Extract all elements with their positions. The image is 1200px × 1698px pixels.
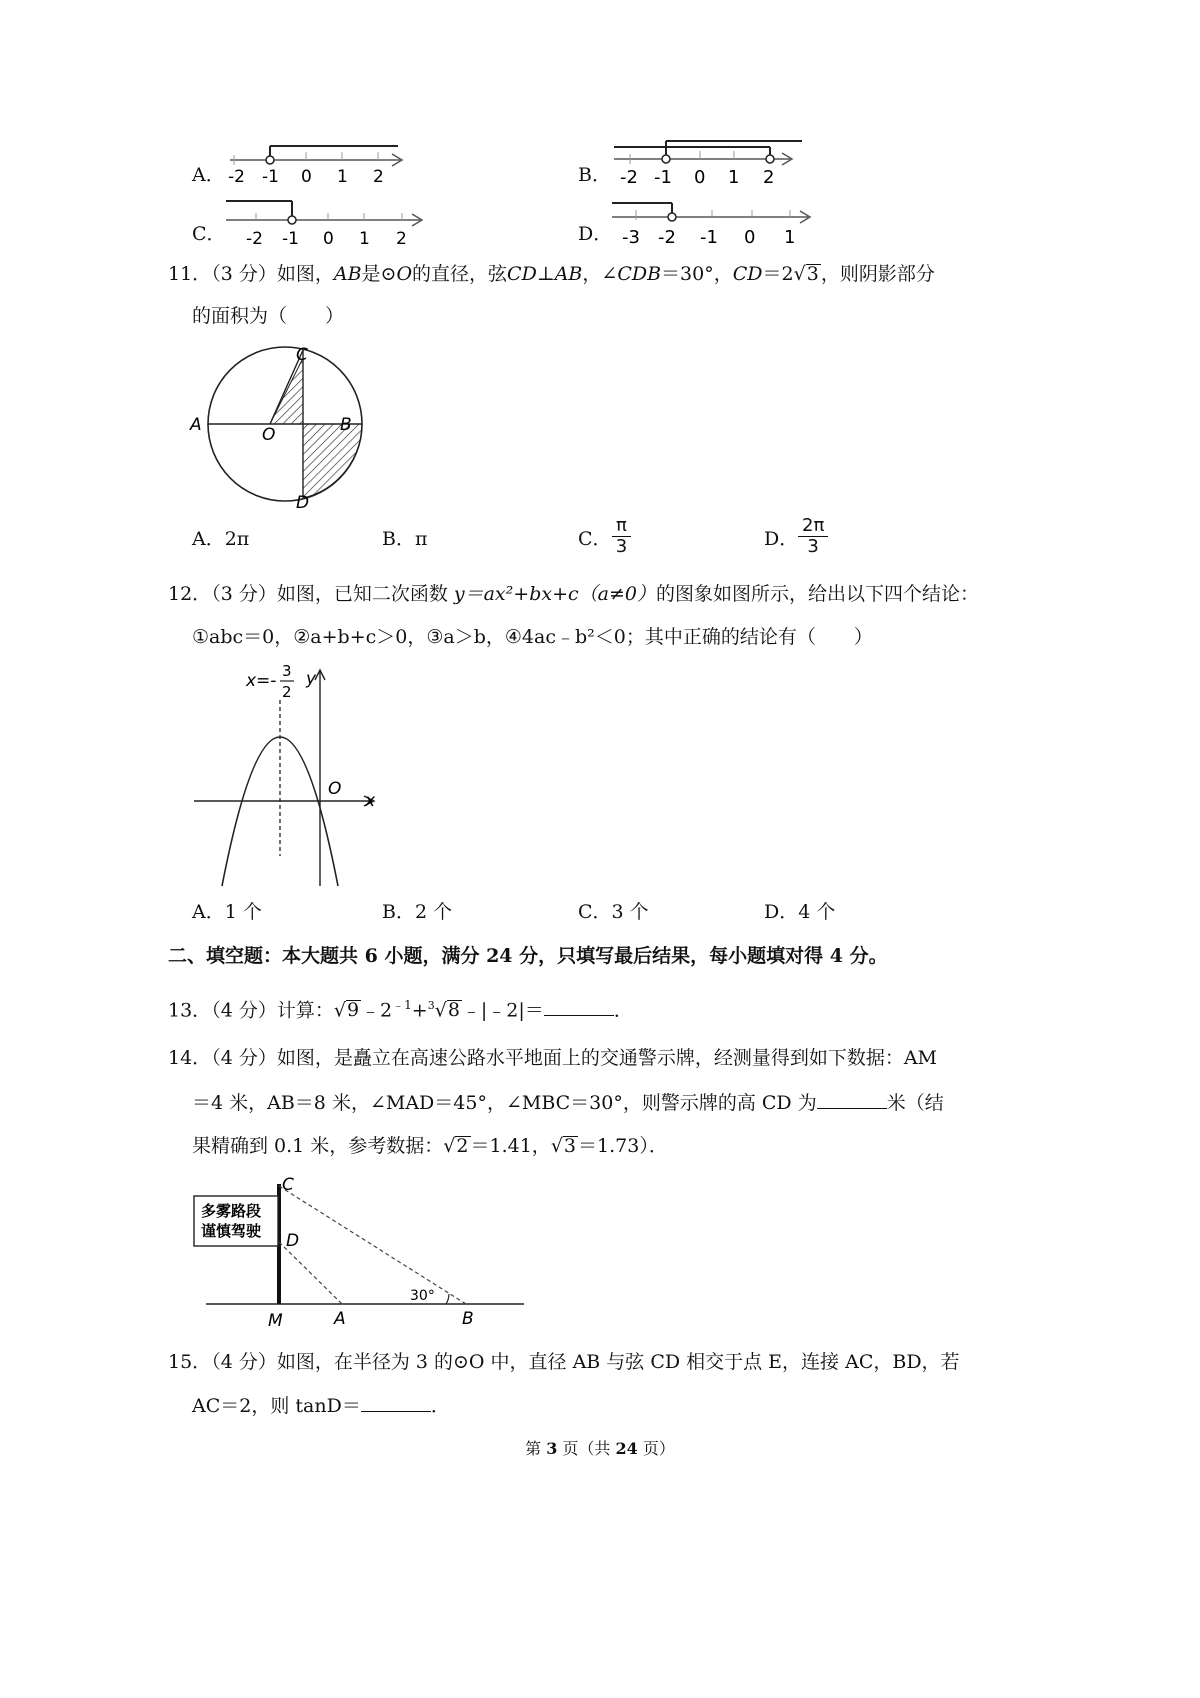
sqrt-3: 3 (806, 263, 819, 285)
tick-label: 2 (373, 167, 384, 187)
question-15-line-2: AC＝2，则 tanD＝ ． (192, 1395, 450, 1417)
answer-blank[interactable] (544, 997, 614, 1016)
label-b: B (462, 1309, 474, 1329)
question-11-line-2: 的面积为（ ） (192, 305, 345, 327)
tick-label: 0 (323, 229, 334, 248)
option-c-label: C． (578, 528, 612, 550)
number-line-b (612, 133, 812, 188)
label-o: O (262, 425, 276, 445)
label-c: C (282, 1175, 294, 1195)
label-a: A (190, 415, 202, 435)
option-label: D． (578, 223, 613, 245)
answer-blank[interactable] (817, 1090, 887, 1109)
sqrt-3: 3 (563, 1135, 577, 1157)
tick-label: -2 (228, 167, 245, 187)
fraction-numerator: 3 (282, 662, 292, 680)
tick-label: -2 (658, 227, 676, 248)
option-c-fraction: $\frac{\pi}{3}$ (612, 516, 631, 557)
tick-label: -1 (262, 167, 279, 187)
option-b: B．2 个 (382, 901, 453, 923)
label-m: M (268, 1311, 283, 1331)
answer-blank[interactable] (361, 1393, 431, 1412)
question-15-line-1: 15．（4 分）如图，在半径为 3 的⊙O 中，直径 AB 与弦 CD 相交于点 E，连接 AC，BD，若 (168, 1351, 960, 1373)
angle-label: 30° (410, 1288, 435, 1304)
option-d-fraction: $\frac{2\pi}{3}$ (798, 516, 828, 557)
question-12-line-2: ①abc＝0，②a+b+c＞0，③a＞b，④4ac﹣b²＜0；其中正确的结论有（ ） (192, 626, 873, 648)
option-d: D．4 个 (764, 901, 836, 923)
tick-label: -1 (282, 229, 299, 248)
sqrt-8: 8 (447, 999, 460, 1022)
q12-parabola-figure (188, 660, 398, 892)
question-12-line-1: 12．（3 分）如图，已知二次函数 y＝ax²+bx+c（a≠0）的图象如图所示，给出以下四个结论： (168, 583, 979, 605)
tick-label: 0 (694, 167, 706, 188)
label-b: B (340, 415, 352, 435)
cube-root-index: 3 (427, 999, 435, 1012)
axis-equation-label: x=- (246, 671, 277, 691)
tick-label: 2 (396, 229, 407, 248)
option-label: C． (192, 223, 226, 245)
tick-label: -3 (622, 227, 640, 248)
tick-label: 1 (359, 229, 370, 248)
question-13: 13．（4 分）计算：√9 $﹣2^{﹣1}+^3√8$ ﹣|﹣2|＝ ． (168, 998, 633, 1022)
x-axis-label: x (365, 791, 376, 811)
question-14-line-3: 果精确到 0.1 米，参考数据：√2 ＝1.41，√3 ＝1.73）． (192, 1135, 668, 1157)
option-label: B． (578, 164, 611, 186)
option-b: B．π (382, 528, 428, 550)
option-d-label: D． (764, 528, 799, 550)
label-d: D (286, 1231, 300, 1251)
question-11-line-1: 11．（3 分）如图，AB是⊙O的直径，弦CD⊥AB，∠CDB＝30°，CD＝2√3 ，则阴影部分 (168, 263, 935, 285)
tick-label: 1 (728, 167, 740, 188)
option-a: A．2π (192, 528, 250, 550)
sign-text-line-1: 多雾路段 (201, 1202, 262, 1220)
tick-label: -1 (700, 227, 718, 248)
tick-label: 0 (744, 227, 756, 248)
option-a: A．1 个 (192, 901, 262, 923)
q11-circle-figure (188, 340, 368, 510)
fraction-denominator: 2 (282, 683, 292, 701)
sign-text-line-2: 谨慎驾驶 (201, 1222, 262, 1240)
number-line-d (610, 193, 820, 248)
option-label: A． (192, 164, 225, 186)
tick-label: 0 (301, 167, 312, 187)
q14-sign-figure (190, 1172, 530, 1332)
tick-label: -2 (620, 167, 638, 188)
page-footer: 第 3 页（共 24 页） (525, 1439, 675, 1458)
tick-label: -2 (246, 229, 263, 248)
number-line-a (228, 138, 408, 188)
label-a: A (334, 1309, 346, 1329)
number-line-c (224, 193, 434, 248)
option-c: C．3 个 (578, 901, 649, 923)
y-axis-label: y (306, 669, 317, 689)
label-d: D (296, 493, 310, 510)
tick-label: 1 (337, 167, 348, 187)
question-14-line-1: 14．（4 分）如图，是矗立在高速公路水平地面上的交通警示牌，经测量得到如下数据：AM (168, 1047, 938, 1069)
sqrt-2: 2 (456, 1135, 469, 1157)
tick-label: 2 (763, 167, 775, 188)
label-c: C (296, 345, 308, 365)
sqrt-9: 9 (346, 999, 360, 1022)
question-14-line-2: ＝4 米，AB＝8 米，∠MAD＝45°，∠MBC＝30°，则警示牌的高 CD 为 米（结 (192, 1092, 944, 1114)
origin-label: O (328, 779, 342, 799)
tick-label: 1 (784, 227, 796, 248)
tick-label: -1 (654, 167, 672, 188)
section-heading: 二、填空题：本大题共 6 小题，满分 24 分，只填写最后结果，每小题填对得 4 分。 (168, 945, 888, 967)
